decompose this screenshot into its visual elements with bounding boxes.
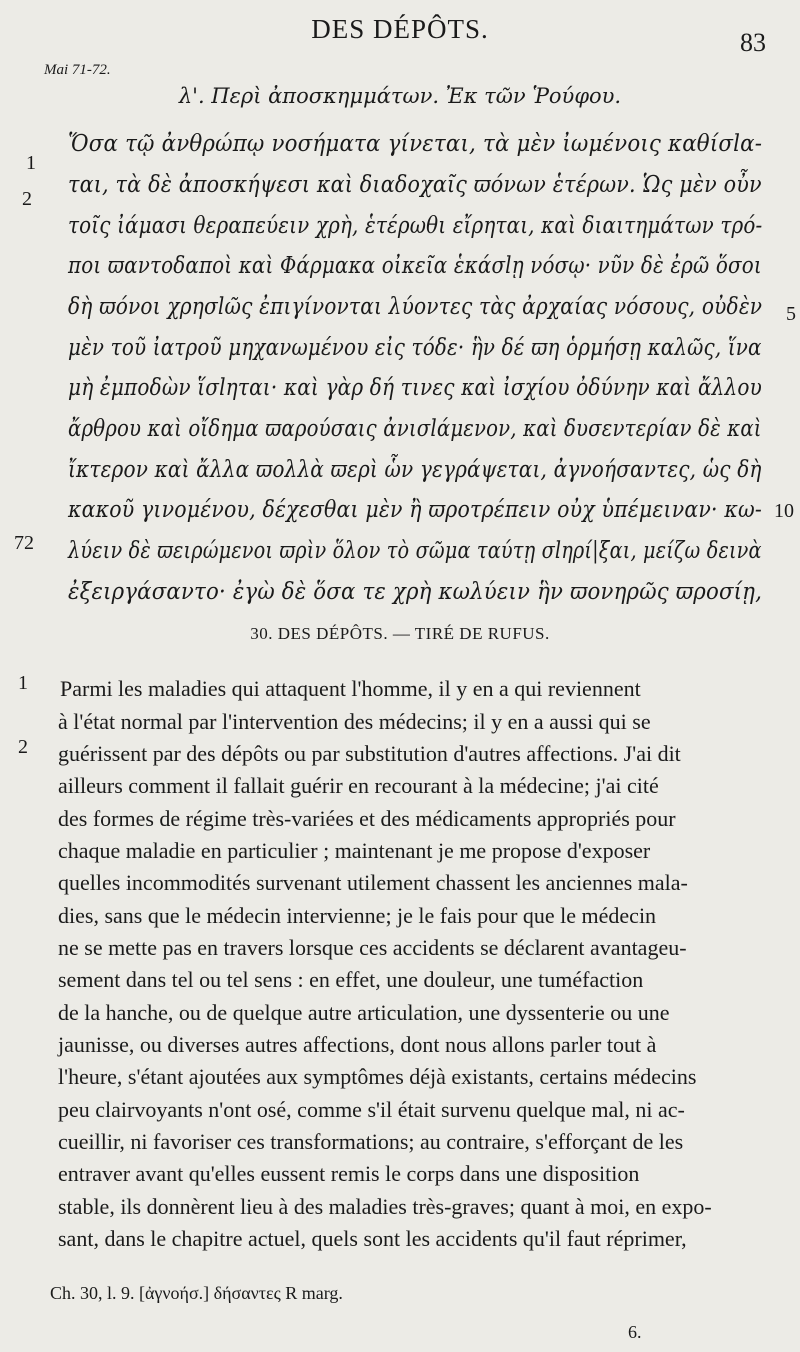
greek-line: ποι ϖαντοδαποὶ καὶ Φάρμακα οἰκεῖα ἑκάσlῃ νόσῳ· νῦν δὲ ἐρῶ ὅσοι xyxy=(68,253,762,279)
greek-line: ἴκτερον καὶ ἄλλα ϖολλὰ ϖερὶ ὧν γεγράψεται, ἀγνοήσαντες, ὡς δὴ xyxy=(68,457,762,483)
french-line: de la hanche, ou de quelque autre articulation, une dyssenterie ou une xyxy=(58,1000,670,1025)
margin-number: 5 xyxy=(786,303,796,325)
greek-line: τοῖς ἰάμασι θεραπεύειν χρὴ, ἑτέρωθι εἴρηται, καὶ διαιτημάτων τρό- xyxy=(68,213,763,239)
french-line: dies, sans que le médecin intervienne; je le fais pour que le médecin xyxy=(58,903,657,928)
french-line: stable, ils donnèrent lieu à des maladies très-graves; quant à moi, en expo- xyxy=(58,1194,712,1219)
margin-number: 2 xyxy=(18,736,28,758)
source-reference: Mai 71-72. xyxy=(44,62,111,78)
french-line: chaque maladie en particulier ; maintenant je me propose d'exposer xyxy=(58,838,651,863)
french-line: ailleurs comment il fallait guérir en recourant à la médecine; j'ai cité xyxy=(58,773,659,798)
footnote: Ch. 30, l. 9. [ἀγνοήσ.] δήσαντες R marg. xyxy=(50,1283,343,1303)
margin-number: 1 xyxy=(26,152,36,174)
greek-line: δὴ ϖόνοι χρησlῶς ἐπιγίνονται λύοντες τὰς ἀρχαίας νόσους, οὐδὲν xyxy=(68,294,763,320)
margin-number: 2 xyxy=(22,188,32,210)
french-line: entraver avant qu'elles eussent remis le corps dans une disposition xyxy=(58,1161,640,1186)
french-line: guérissent par des dépôts ou par substitution d'autres affections. J'ai dit xyxy=(58,741,681,766)
greek-line: μὲν τοῦ ἰατροῦ μηχανωμένου εἰς τόδε· ἣν δέ ϖη ὁρμήσῃ καλῶς, ἵνα xyxy=(68,335,762,361)
french-line: l'heure, s'étant ajoutées aux symptômes déjà existants, certains médecins xyxy=(58,1064,697,1089)
french-line: Parmi les maladies qui attaquent l'homme, il y en a qui reviennent xyxy=(60,676,641,701)
page-number: 83 xyxy=(740,28,766,57)
greek-line: ἄρθρου καὶ οἴδημα ϖαρούσαις ἀνισlάμενον, καὶ δυσεντερίαν δὲ καὶ xyxy=(68,416,762,442)
greek-line: Ὅσα τῷ ἀνθρώπῳ νοσήματα γίνεται, τὰ μὲν ἰωμένοις καθίσlα- xyxy=(68,131,763,157)
margin-number: 10 xyxy=(774,500,794,522)
greek-chapter-title: λ'. Περὶ ἀποσκημμάτων. Ἐκ τῶν Ῥούφου. xyxy=(178,84,622,108)
french-line: ne se mette pas en travers lorsque ces accidents se déclarent avantageu- xyxy=(58,935,687,960)
french-line: peu clairvoyants n'ont osé, comme s'il était survenu quelque mal, ni ac- xyxy=(58,1097,685,1122)
margin-number: 72 xyxy=(14,532,34,554)
greek-line: ἐξειργάσαντο· ἐγὼ δὲ ὅσα τε χρὴ κωλύειν ἣν ϖονηρῶς ϖροσίῃ, xyxy=(68,579,763,605)
french-line: cueillir, ni favoriser ces transformations; au contraire, s'efforçant de les xyxy=(58,1129,684,1154)
french-chapter-title: 30. DES DÉPÔTS. — TIRÉ DE RUFUS. xyxy=(250,624,550,643)
french-line: jaunisse, ou diverses autres affections, dont nous allons parler tout à xyxy=(58,1032,657,1057)
french-line: sement dans tel ou tel sens : en effet, une douleur, une tuméfaction xyxy=(58,967,644,992)
french-line: quelles incommodités survenant utilement chassent les anciennes mala- xyxy=(58,870,688,895)
greek-line: κακοῦ γινομένου, δέχεσθαι μὲν ἢ ϖροτρέπειν οὐχ ὑπέμειναν· κω- xyxy=(68,497,762,523)
greek-line: λύειν δὲ ϖειρώμενοι ϖρὶν ὅλον τὸ σῶμα ταύτῃ σlηρί|ξαι, μείζω δεινὰ xyxy=(68,538,762,564)
french-line: des formes de régime très-variées et des médicaments appropriés pour xyxy=(58,806,676,831)
margin-number: 1 xyxy=(18,672,28,694)
running-title: DES DÉPÔTS. xyxy=(311,14,489,44)
french-line: à l'état normal par l'intervention des médecins; il y en a aussi qui se xyxy=(58,709,651,734)
french-line: sant, dans le chapitre actuel, quels sont les accidents qu'il faut réprimer, xyxy=(58,1226,687,1251)
greek-line: ται, τὰ δὲ ἀποσκήψεσι καὶ διαδοχαῖς ϖόνων ἑτέρων. Ὡς μὲν οὖν xyxy=(68,172,762,198)
signature-mark: 6. xyxy=(628,1322,642,1342)
greek-line: μὴ ἐμποδὼν ἵσlηται· καὶ γὰρ δή τινες καὶ ἰσχίου ὀδύνην καὶ ἄλλου xyxy=(68,375,762,401)
